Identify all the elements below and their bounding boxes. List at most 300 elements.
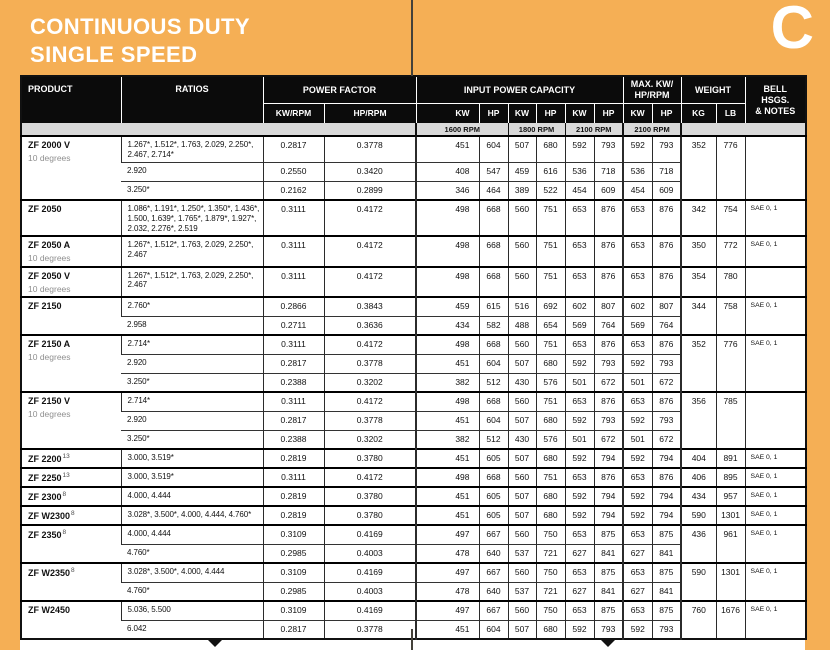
hp-rpm-cell: 0.4172: [324, 236, 416, 266]
hp-rpm-cell: 0.4172: [324, 335, 416, 354]
max-cell: 841: [652, 544, 681, 563]
weight-lb-cell: 780: [716, 267, 745, 297]
capacity-cell: 498: [416, 468, 479, 487]
product-name: ZF 2050: [28, 204, 62, 215]
capacity-cell: 794: [594, 506, 623, 525]
capacity-cell: 653: [565, 601, 594, 620]
hp-rpm-cell: 0.4169: [324, 525, 416, 544]
capacity-cell: 592: [565, 354, 594, 373]
kw-rpm-cell: 0.3109: [263, 525, 324, 544]
capacity-cell: 876: [594, 267, 623, 297]
capacity-cell: 751: [536, 267, 565, 297]
capacity-cell: 560: [508, 468, 536, 487]
capacity-cell: 451: [416, 449, 479, 468]
weight-kg-cell: 434: [681, 487, 716, 506]
capacity-cell: 680: [536, 506, 565, 525]
col-header-power-factor: POWER FACTOR: [263, 76, 416, 103]
capacity-cell: 547: [479, 162, 508, 181]
capacity-cell: 653: [565, 267, 594, 297]
capacity-cell: 672: [594, 373, 623, 392]
notes-cell: SAE 0, 1: [745, 601, 806, 639]
kw-rpm-cell: 0.2817: [263, 354, 324, 373]
hp-rpm-cell: 0.3780: [324, 487, 416, 506]
weight-kg-cell: 406: [681, 468, 716, 487]
weight-lb-cell: 891: [716, 449, 745, 468]
capacity-cell: 592: [565, 136, 594, 162]
max-cell: 672: [652, 373, 681, 392]
capacity-cell: 841: [594, 582, 623, 601]
product-angle: 10 degrees: [28, 351, 71, 362]
product-cell: [21, 335, 121, 392]
capacity-cell: 653: [565, 525, 594, 544]
capacity-cell: 653: [565, 200, 594, 236]
max-cell: 609: [652, 181, 681, 200]
product-cell: [21, 506, 121, 525]
max-cell: 807: [652, 297, 681, 316]
max-cell: 793: [652, 411, 681, 430]
capacity-cell: 616: [536, 162, 565, 181]
capacity-cell: 750: [536, 563, 565, 582]
capacity-cell: 451: [416, 487, 479, 506]
product-name: ZF W2350: [28, 568, 71, 578]
table-row: [21, 200, 806, 236]
capacity-cell: 751: [536, 335, 565, 354]
capacity-cell: 653: [565, 236, 594, 266]
kw-rpm-cell: 0.2388: [263, 430, 324, 449]
ratios-cell: 3.028*, 3.500*, 4.000, 4.444, 4.760*: [121, 506, 263, 525]
max-cell: 875: [652, 563, 681, 582]
continuation-arrow-icon: [208, 640, 222, 647]
capacity-cell: 451: [416, 354, 479, 373]
hp-rpm-cell: 0.4172: [324, 267, 416, 297]
capacity-cell: 592: [565, 506, 594, 525]
rpm-band-1600: 1600 RPM: [416, 123, 508, 136]
weight-kg-cell: 356: [681, 392, 716, 449]
capacity-cell: 507: [508, 620, 536, 639]
max-cell: 794: [652, 506, 681, 525]
max-cell: 501: [623, 373, 652, 392]
kw-rpm-cell: 0.3111: [263, 267, 324, 297]
weight-lb-cell: 961: [716, 525, 745, 563]
capacity-cell: 751: [536, 200, 565, 236]
table-row: [21, 487, 806, 506]
table-row: [21, 468, 806, 487]
ratios-cell: 1.267*, 1.512*, 1.763, 2.029, 2.250*, 2.467: [121, 267, 263, 297]
kw-rpm-cell: 0.3111: [263, 392, 324, 411]
hp-rpm-cell: 0.4172: [324, 200, 416, 236]
capacity-cell: 498: [416, 335, 479, 354]
capacity-cell: 604: [479, 354, 508, 373]
hp-rpm-cell: 0.3778: [324, 411, 416, 430]
hp-rpm-cell: 0.4169: [324, 601, 416, 620]
subheader-max-hp: HP: [652, 103, 681, 123]
table-row: [21, 297, 806, 316]
rpm-band-row: [21, 123, 806, 136]
capacity-cell: 560: [508, 525, 536, 544]
product-footnote-ref: 13: [62, 472, 70, 479]
product-cell: [21, 563, 121, 601]
max-cell: 653: [623, 563, 652, 582]
hp-rpm-cell: 0.3778: [324, 620, 416, 639]
rpm-band-spacer-right: [681, 123, 806, 136]
kw-rpm-cell: 0.2817: [263, 620, 324, 639]
capacity-cell: 498: [416, 200, 479, 236]
capacity-cell: 560: [508, 267, 536, 297]
hp-rpm-cell: 0.3202: [324, 373, 416, 392]
weight-lb-cell: 1301: [716, 563, 745, 601]
ratios-cell: 6.042: [121, 620, 263, 639]
capacity-cell: 793: [594, 411, 623, 430]
max-cell: 876: [652, 468, 681, 487]
weight-lb-cell: 957: [716, 487, 745, 506]
capacity-cell: 672: [594, 430, 623, 449]
product-angle: 10 degrees: [28, 408, 71, 419]
max-cell: 672: [652, 430, 681, 449]
capacity-cell: 459: [508, 162, 536, 181]
subheader-kg: KG: [681, 103, 716, 123]
kw-rpm-cell: 0.2817: [263, 136, 324, 162]
kw-rpm-cell: 0.2162: [263, 181, 324, 200]
capacity-cell: 653: [565, 335, 594, 354]
capacity-cell: 507: [508, 506, 536, 525]
capacity-cell: 793: [594, 354, 623, 373]
capacity-cell: 668: [479, 267, 508, 297]
capacity-cell: 507: [508, 136, 536, 162]
hp-rpm-cell: 0.3636: [324, 316, 416, 335]
capacity-cell: 680: [536, 136, 565, 162]
max-cell: 793: [652, 354, 681, 373]
capacity-cell: 680: [536, 354, 565, 373]
table-row: [21, 563, 806, 582]
capacity-cell: 653: [565, 468, 594, 487]
page-title-line2: SINGLE SPEED: [30, 41, 198, 67]
capacity-cell: 592: [565, 620, 594, 639]
table-row: [21, 136, 806, 162]
capacity-cell: 537: [508, 544, 536, 563]
max-cell: 454: [623, 181, 652, 200]
kw-rpm-cell: 0.2985: [263, 582, 324, 601]
capacity-cell: 721: [536, 544, 565, 563]
kw-rpm-cell: 0.2817: [263, 411, 324, 430]
capacity-cell: 680: [536, 620, 565, 639]
max-cell: 653: [623, 601, 652, 620]
max-cell: 653: [623, 392, 652, 411]
col-header-bell-line2: & NOTES: [755, 105, 796, 116]
capacity-cell: 668: [479, 468, 508, 487]
max-cell: 841: [652, 582, 681, 601]
capacity-cell: 602: [565, 297, 594, 316]
max-cell: 653: [623, 267, 652, 297]
capacity-cell: 751: [536, 392, 565, 411]
col-header-product: PRODUCT: [21, 76, 121, 123]
hp-rpm-cell: 0.4003: [324, 544, 416, 563]
capacity-cell: 876: [594, 468, 623, 487]
product-name: ZF 2350: [28, 530, 62, 540]
capacity-cell: 451: [416, 620, 479, 639]
capacity-cell: 576: [536, 430, 565, 449]
table-row: [21, 267, 806, 297]
product-cell: [21, 487, 121, 506]
capacity-cell: 654: [536, 316, 565, 335]
notes-cell: SAE 0, 1: [745, 200, 806, 236]
product-cell: [21, 297, 121, 335]
kw-rpm-cell: 0.2985: [263, 544, 324, 563]
capacity-cell: 615: [479, 297, 508, 316]
capacity-cell: 793: [594, 136, 623, 162]
weight-kg-cell: 404: [681, 449, 716, 468]
notes-cell: SAE 0, 1: [745, 236, 806, 266]
col-header-max-line2: HP/RPM: [634, 89, 670, 100]
subheader-hp-1800: HP: [536, 103, 565, 123]
capacity-cell: 680: [536, 449, 565, 468]
capacity-cell: 382: [416, 430, 479, 449]
capacity-cell: 497: [416, 525, 479, 544]
ratios-cell: 4.000, 4.444: [121, 487, 263, 506]
capacity-cell: 582: [479, 316, 508, 335]
product-cell: [21, 200, 121, 236]
page-fold-line: [411, 629, 413, 650]
max-cell: 794: [652, 449, 681, 468]
weight-kg-cell: 590: [681, 563, 716, 601]
section-letter: C: [770, 0, 814, 61]
product-footnote-ref: 8: [62, 491, 67, 498]
capacity-cell: 876: [594, 335, 623, 354]
capacity-cell: 451: [416, 411, 479, 430]
spec-table-wrap: [20, 75, 805, 650]
product-name: ZF W2300: [28, 511, 71, 521]
product-name: ZF 2250: [28, 473, 62, 483]
capacity-cell: 692: [536, 297, 565, 316]
capacity-cell: 346: [416, 181, 479, 200]
max-cell: 592: [623, 136, 652, 162]
notes-cell: SAE 0, 1: [745, 525, 806, 563]
product-angle: 10 degrees: [28, 253, 71, 264]
capacity-cell: 605: [479, 487, 508, 506]
capacity-cell: 841: [594, 544, 623, 563]
ratios-cell: 1.267*, 1.512*, 1.763, 2.029, 2.250*, 2.467, 2.714*: [121, 136, 263, 162]
ratios-cell: 3.028*, 3.500*, 4.000, 4.444: [121, 563, 263, 582]
ratios-cell: 1.267*, 1.512*, 1.763, 2.029, 2.250*, 2.467: [121, 236, 263, 266]
max-cell: 764: [652, 316, 681, 335]
capacity-cell: 507: [508, 411, 536, 430]
product-cell: [21, 392, 121, 449]
subheader-hp-rpm: HP/RPM: [324, 103, 416, 123]
weight-lb-cell: 1676: [716, 601, 745, 639]
max-cell: 627: [623, 544, 652, 563]
max-cell: 876: [652, 335, 681, 354]
kw-rpm-cell: 0.3111: [263, 335, 324, 354]
table-row: [21, 525, 806, 544]
weight-lb-cell: 754: [716, 200, 745, 236]
product-name: ZF 2150: [28, 301, 62, 311]
max-cell: 602: [623, 297, 652, 316]
ratios-cell: 3.250*: [121, 430, 263, 449]
capacity-cell: 668: [479, 236, 508, 266]
table-body: [21, 136, 806, 639]
subheader-lb: LB: [716, 103, 745, 123]
weight-lb-cell: 758: [716, 297, 745, 335]
capacity-cell: 667: [479, 563, 508, 582]
weight-lb-cell: 895: [716, 468, 745, 487]
capacity-cell: 807: [594, 297, 623, 316]
capacity-cell: 560: [508, 392, 536, 411]
weight-kg-cell: 352: [681, 335, 716, 392]
product-cell: [21, 236, 121, 266]
table-row: [21, 601, 806, 620]
capacity-cell: 604: [479, 136, 508, 162]
subheader-kw-rpm: KW/RPM: [263, 103, 324, 123]
max-cell: 875: [652, 601, 681, 620]
capacity-cell: 560: [508, 335, 536, 354]
product-angle: 10 degrees: [28, 153, 71, 164]
ratios-cell: 1.086*, 1.191*, 1.250*, 1.350*, 1.436*, 1.500, 1.639*, 1.765*, 1.879*, 1.927*, 2.032, 2.276*, 2.519: [121, 200, 263, 236]
weight-kg-cell: 352: [681, 136, 716, 200]
product-name: ZF 2150 V: [28, 396, 71, 406]
capacity-cell: 434: [416, 316, 479, 335]
capacity-cell: 794: [594, 487, 623, 506]
table-row: [21, 449, 806, 468]
weight-lb-cell: 776: [716, 136, 745, 200]
capacity-cell: 604: [479, 411, 508, 430]
kw-rpm-cell: 0.3109: [263, 601, 324, 620]
capacity-cell: 451: [416, 136, 479, 162]
max-cell: 876: [652, 267, 681, 297]
subheader-kw-1600: KW: [416, 103, 479, 123]
capacity-cell: 478: [416, 544, 479, 563]
kw-rpm-cell: 0.2819: [263, 487, 324, 506]
capacity-cell: 430: [508, 373, 536, 392]
col-header-bell-line1: BELL HSGS.: [761, 84, 790, 105]
max-cell: 875: [652, 525, 681, 544]
notes-cell: SAE 0, 1: [745, 335, 806, 392]
ratios-cell: 3.250*: [121, 181, 263, 200]
rpm-band-spacer-left: [21, 123, 416, 136]
weight-kg-cell: 350: [681, 236, 716, 266]
rpm-band-1800: 1800 RPM: [508, 123, 565, 136]
max-cell: 592: [623, 449, 652, 468]
table-row: [21, 392, 806, 411]
ratios-cell: 2.958: [121, 316, 263, 335]
capacity-cell: 512: [479, 373, 508, 392]
max-cell: 653: [623, 200, 652, 236]
kw-rpm-cell: 0.2550: [263, 162, 324, 181]
page-title-line1: CONTINUOUS DUTY: [30, 14, 250, 39]
capacity-cell: 640: [479, 582, 508, 601]
capacity-cell: 451: [416, 506, 479, 525]
ratios-cell: 5.036, 5.500: [121, 601, 263, 620]
product-name: ZF 2200: [28, 454, 62, 464]
capacity-cell: 576: [536, 373, 565, 392]
capacity-cell: 560: [508, 236, 536, 266]
product-cell: [21, 449, 121, 468]
product-footnote-ref: 8: [71, 510, 75, 517]
capacity-cell: 522: [536, 181, 565, 200]
capacity-cell: 750: [536, 601, 565, 620]
capacity-cell: 667: [479, 601, 508, 620]
product-name: ZF 2300: [28, 492, 62, 502]
continuation-arrow-icon: [601, 640, 615, 647]
ratios-cell: 2.920: [121, 354, 263, 373]
capacity-cell: 560: [508, 601, 536, 620]
page-title: [30, 13, 250, 68]
ratios-cell: 2.714*: [121, 392, 263, 411]
capacity-cell: 430: [508, 430, 536, 449]
max-cell: 876: [652, 392, 681, 411]
capacity-cell: 560: [508, 200, 536, 236]
capacity-cell: 560: [508, 563, 536, 582]
capacity-cell: 876: [594, 236, 623, 266]
capacity-cell: 497: [416, 563, 479, 582]
kw-rpm-cell: 0.3111: [263, 236, 324, 266]
capacity-cell: 592: [565, 487, 594, 506]
hp-rpm-cell: 0.3202: [324, 430, 416, 449]
capacity-cell: 627: [565, 544, 594, 563]
product-name: ZF 2050 A: [28, 240, 71, 251]
ratios-cell: 2.920: [121, 162, 263, 181]
ratios-cell: 2.760*: [121, 297, 263, 316]
kw-rpm-cell: 0.2711: [263, 316, 324, 335]
capacity-cell: 516: [508, 297, 536, 316]
capacity-cell: 501: [565, 430, 594, 449]
weight-kg-cell: 354: [681, 267, 716, 297]
ratios-cell: 2.920: [121, 411, 263, 430]
capacity-cell: 875: [594, 601, 623, 620]
capacity-cell: 875: [594, 525, 623, 544]
max-cell: 627: [623, 582, 652, 601]
capacity-cell: 507: [508, 487, 536, 506]
capacity-cell: 498: [416, 267, 479, 297]
product-footnote-ref: 8: [71, 567, 75, 574]
hp-rpm-cell: 0.4172: [324, 468, 416, 487]
notes-cell: SAE 0, 1: [745, 506, 806, 525]
page-fold-line: [411, 0, 413, 76]
max-cell: 794: [652, 487, 681, 506]
capacity-cell: 512: [479, 430, 508, 449]
weight-kg-cell: 760: [681, 601, 716, 639]
product-footnote-ref: 8: [62, 529, 67, 536]
weight-kg-cell: 590: [681, 506, 716, 525]
product-cell: [21, 267, 121, 297]
product-name: ZF W2450: [28, 605, 71, 615]
max-cell: 592: [623, 411, 652, 430]
max-cell: 876: [652, 200, 681, 236]
ratios-cell: 3.000, 3.519*: [121, 449, 263, 468]
max-cell: 653: [623, 468, 652, 487]
ratios-cell: 4.760*: [121, 544, 263, 563]
ratios-cell: 4.760*: [121, 582, 263, 601]
capacity-cell: 569: [565, 316, 594, 335]
max-cell: 653: [623, 236, 652, 266]
kw-rpm-cell: 0.2819: [263, 449, 324, 468]
capacity-cell: 876: [594, 200, 623, 236]
col-header-weight: WEIGHT: [681, 76, 745, 103]
notes-cell: SAE 0, 1: [745, 297, 806, 335]
hp-rpm-cell: 0.3420: [324, 162, 416, 181]
ratios-cell: 3.000, 3.519*: [121, 468, 263, 487]
spec-table: [20, 75, 807, 640]
product-cell: [21, 136, 121, 200]
capacity-cell: 497: [416, 601, 479, 620]
capacity-cell: 751: [536, 236, 565, 266]
hp-rpm-cell: 0.3780: [324, 449, 416, 468]
ratios-cell: 2.714*: [121, 335, 263, 354]
capacity-cell: 668: [479, 335, 508, 354]
capacity-cell: 478: [416, 582, 479, 601]
max-cell: 501: [623, 430, 652, 449]
max-cell: 718: [652, 162, 681, 181]
max-cell: 592: [623, 354, 652, 373]
subheader-kw-1800: KW: [508, 103, 536, 123]
